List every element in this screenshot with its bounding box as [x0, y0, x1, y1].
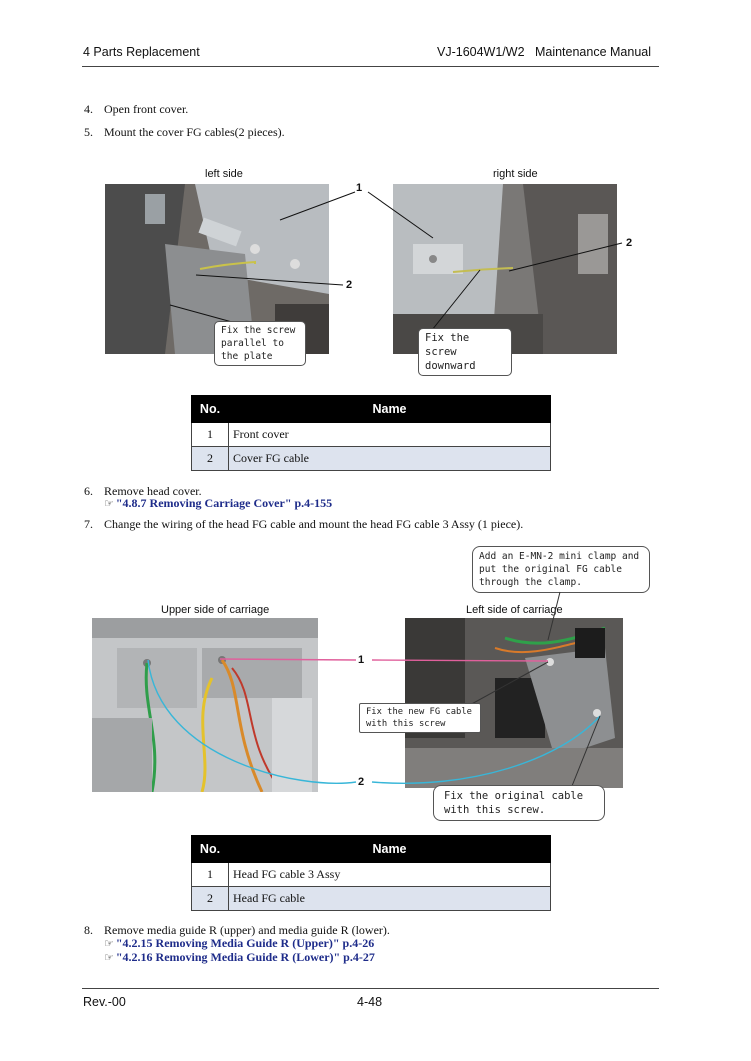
step-8-reference-link-1[interactable]: ☞ "4.2.15 Removing Media Guide R (Upper)" p.4-26 — [104, 936, 375, 950]
step-6: 6. Remove head cover. — [84, 484, 202, 498]
parts-table-2 — [191, 835, 551, 911]
callout-fix-parallel: Fix the screw parallel to the plate — [214, 321, 306, 366]
table1-header-name: Name — [229, 396, 551, 423]
hand-pointer-icon: ☞ — [104, 937, 114, 950]
callout-add-clamp: Add an E-MN-2 mini clamp and put the original FG cable through the clamp. — [472, 546, 650, 593]
figure2-label-2: 2 — [358, 776, 365, 788]
table1-header-no: No. — [192, 396, 229, 423]
table2-header-name: Name — [229, 836, 551, 863]
figure2-right-caption: Left side of carriage — [466, 604, 563, 616]
figure1-label-1: 1 — [356, 182, 363, 194]
hand-pointer-icon: ☞ — [104, 951, 114, 964]
hand-pointer-icon: ☞ — [104, 497, 114, 510]
figure2-label-1: 1 — [358, 654, 365, 666]
table-row: 1 Head FG cable 3 Assy — [192, 863, 551, 887]
header-section-title: 4 Parts Replacement — [83, 45, 200, 59]
callout-fix-new-cable: Fix the new FG cable with this screw — [359, 703, 481, 733]
figure1-right-caption: right side — [493, 168, 538, 180]
figure1-label-2-right: 2 — [626, 237, 633, 249]
step-8-reference-link-2[interactable]: ☞ "4.2.16 Removing Media Guide R (Lower)" p.4-27 — [104, 950, 375, 964]
figure1-left-caption: left side — [205, 168, 243, 180]
footer-rule — [82, 988, 659, 989]
step-4: 4. Open front cover. — [84, 102, 189, 116]
figure1-label-2-left: 2 — [346, 279, 353, 291]
figure2-left-caption: Upper side of carriage — [161, 604, 270, 616]
callout-fix-original-cable: Fix the original cable with this screw. — [433, 785, 605, 821]
footer-page-number: 4-48 — [357, 995, 383, 1009]
table-row: 1 Front cover — [192, 423, 551, 447]
step-5: 5. Mount the cover FG cables(2 pieces). — [84, 125, 285, 139]
step-6-reference-link[interactable]: ☞ "4.8.7 Removing Carriage Cover" p.4-155 — [104, 496, 333, 510]
step-7: 7. Change the wiring of the head FG cable and mount the head FG cable 3 Assy (1 piece). — [84, 517, 524, 531]
table-row: 2 Head FG cable — [192, 887, 551, 911]
footer-revision: Rev.-00 — [83, 995, 126, 1009]
callout-fix-downward: Fix the screw downward — [418, 328, 512, 376]
table-row: 2 Cover FG cable — [192, 447, 551, 471]
step-8: 8. Remove media guide R (upper) and media guide R (lower). — [84, 923, 390, 937]
header-manual-title: VJ-1604W1/W2 Maintenance Manual — [437, 45, 651, 59]
table2-header-no: No. — [192, 836, 229, 863]
